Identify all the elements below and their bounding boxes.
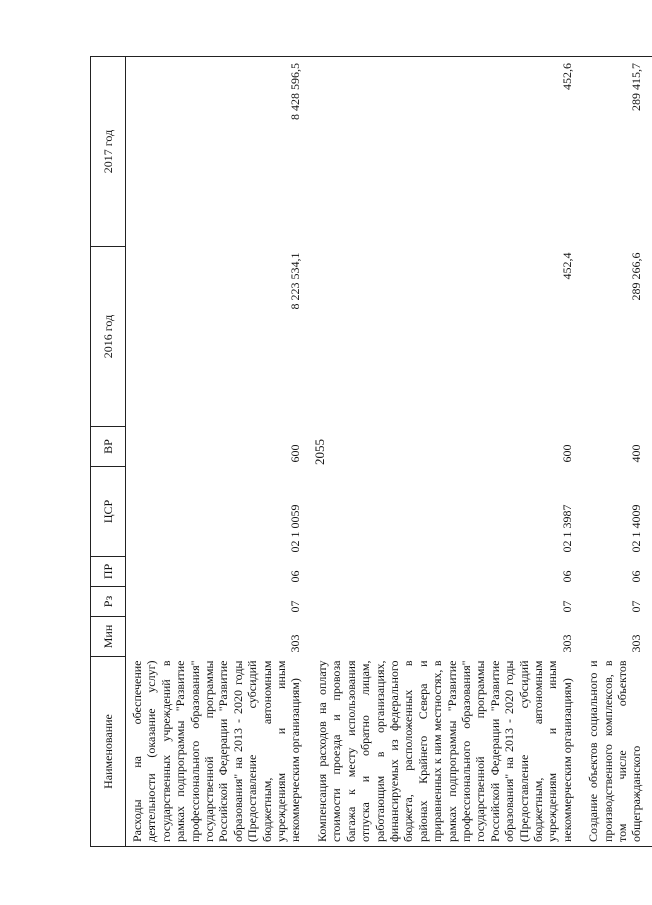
row-2017: 289 415,7 <box>582 57 652 247</box>
row-2016: 8 223 534,1 <box>288 252 303 310</box>
row-2017: 452,6 <box>311 57 582 247</box>
row-csr: 02 1 3987 <box>559 504 574 553</box>
table-header-row <box>91 57 126 847</box>
row-pr: 06 <box>288 570 303 583</box>
row-2017: 8 428 596,5 <box>126 57 311 247</box>
row-2016: 452,4 <box>559 252 574 280</box>
budget-table <box>90 56 652 847</box>
header-vr: ВР <box>91 427 126 467</box>
header-2017: 2017 год <box>91 57 126 247</box>
row-vr: 400 <box>629 444 644 463</box>
header-name: Наименование <box>91 657 126 847</box>
row-rz: 07 <box>559 600 574 613</box>
header-min: Мин <box>91 617 126 657</box>
row-rz: 07 <box>629 600 644 613</box>
header-rz: Рз <box>91 587 126 617</box>
row-name: Создание объектов социального и производственного комплексов, в том числе объектов общегражданского <box>582 657 652 847</box>
header-2016: 2016 год <box>91 247 126 427</box>
table-row <box>582 57 652 847</box>
row-2016: 289 266,6 <box>629 252 644 301</box>
row-vr: 600 <box>288 444 303 463</box>
row-name: Компенсация расходов на оплату стоимости проезда и провоза багажа к месту использования отпуска и обратно лицам, работающим в организациях, финансируемых из федерального бюджета, расположенных в районах Крайнего Севера и приравненных к ним местностях, в рамках подпрограммы "Развитие профессионального образования" государственной программы Российской Федерации "Развитие образования" на 2013 - 2020 годы (Предоставление субсидий бюджетным, автономным учреждениям и иным некоммерческим организациям) <box>311 657 582 847</box>
row-csr: 02 1 0059 <box>288 504 303 553</box>
page-number: 2055 <box>312 439 327 465</box>
row-rz: 07 <box>288 600 303 613</box>
row-min: 303 <box>629 634 644 653</box>
row-min: 303 <box>559 634 574 653</box>
budget-table-sheet <box>90 57 644 847</box>
table-row <box>311 57 582 847</box>
row-pr: 06 <box>559 570 574 583</box>
header-csr: ЦСР <box>91 467 126 557</box>
row-csr: 02 1 4009 <box>629 504 644 553</box>
row-min: 303 <box>288 634 303 653</box>
row-pr: 06 <box>629 570 644 583</box>
row-vr: 600 <box>559 444 574 463</box>
row-name: Расходы на обеспечение деятельности (оказание услуг) государственных учреждений в рамках подпрограммы "Развитие профессионального образования" государственной программы Российской Федерации "Развитие образования" на 2013 - 2020 годы (Предоставление субсидий бюджетным, автономным учреждениям и иным некоммерческим организациям) <box>126 657 311 847</box>
header-pr: ПР <box>91 557 126 587</box>
table-row <box>126 57 311 847</box>
